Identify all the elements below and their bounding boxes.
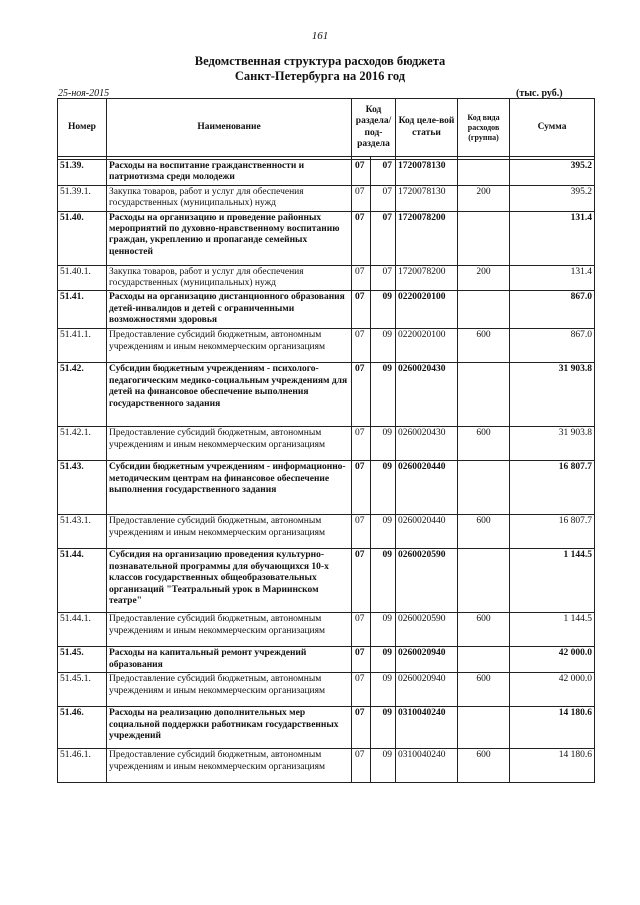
row-expense-type: 600 <box>458 427 510 461</box>
table-row <box>58 427 595 461</box>
table-row <box>58 461 595 515</box>
table-row <box>58 265 595 291</box>
row-section-code: 07 <box>352 613 371 647</box>
row-expense-type: 600 <box>458 613 510 647</box>
row-section-code: 07 <box>352 329 371 363</box>
page-number: 161 <box>311 30 329 42</box>
row-number: 51.45. <box>58 647 107 673</box>
row-number: 51.45.1. <box>58 673 107 707</box>
document-title <box>0 54 640 84</box>
header-number: Номер <box>58 99 107 157</box>
table-row <box>58 291 595 329</box>
row-subsection-code: 09 <box>371 515 396 549</box>
row-section-code: 07 <box>352 211 371 265</box>
row-target-code: 1720078200 <box>396 265 458 291</box>
row-subsection-code: 07 <box>371 185 396 211</box>
row-number: 51.41. <box>58 291 107 329</box>
row-section-code: 07 <box>352 461 371 515</box>
row-target-code: 1720078200 <box>396 211 458 265</box>
header-expense-type-code: Код вида расходов (группа) <box>458 99 510 157</box>
row-section-code: 07 <box>352 515 371 549</box>
row-section-code: 07 <box>352 160 371 186</box>
row-target-code: 0260020590 <box>396 613 458 647</box>
row-expense-type <box>458 647 510 673</box>
row-subsection-code: 09 <box>371 291 396 329</box>
row-number: 51.44.1. <box>58 613 107 647</box>
row-target-code: 1720078130 <box>396 160 458 186</box>
budget-table <box>57 98 595 783</box>
row-name: Субсидии бюджетным учреждениям - информационно-методическим центрам на финансовое обеспечение выполнения государственного задания <box>107 461 352 515</box>
row-subsection-code: 09 <box>371 329 396 363</box>
row-section-code: 07 <box>352 265 371 291</box>
row-name: Субсидии бюджетным учреждениям - психолого-педагогическим медико-социальным учреждениям для детей на финансовое обеспечение выполнения государственного задания <box>107 363 352 427</box>
row-name: Расходы на реализацию дополнительных мер социальной поддержки работникам государственных учреждений <box>107 707 352 749</box>
row-section-code: 07 <box>352 673 371 707</box>
row-sum: 867.0 <box>510 291 595 329</box>
row-number: 51.43. <box>58 461 107 515</box>
title-line-2: Санкт-Петербурга на 2016 год <box>234 69 406 83</box>
row-number: 51.39.1. <box>58 185 107 211</box>
row-subsection-code: 09 <box>371 363 396 427</box>
table-row <box>58 549 595 613</box>
row-number: 51.46.1. <box>58 749 107 783</box>
table-header-row <box>58 99 595 157</box>
row-expense-type <box>458 211 510 265</box>
row-target-code: 0310040240 <box>396 707 458 749</box>
row-expense-type <box>458 363 510 427</box>
row-sum: 1 144.5 <box>510 549 595 613</box>
row-sum: 16 807.7 <box>510 515 595 549</box>
table-row <box>58 363 595 427</box>
row-subsection-code: 09 <box>371 707 396 749</box>
row-target-code: 0260020440 <box>396 515 458 549</box>
row-sum: 31 903.8 <box>510 427 595 461</box>
row-subsection-code: 09 <box>371 749 396 783</box>
row-target-code: 0310040240 <box>396 749 458 783</box>
table-row <box>58 707 595 749</box>
table-row <box>58 329 595 363</box>
row-name: Предоставление субсидий бюджетным, автономным учреждениям и иным некоммерческим организациям <box>107 329 352 363</box>
row-name: Расходы на организацию дистанционного образования детей-инвалидов и детей с ограниченными возможностями здоровья <box>107 291 352 329</box>
row-target-code: 1720078130 <box>396 185 458 211</box>
table-body <box>58 160 595 783</box>
row-target-code: 0260020440 <box>396 461 458 515</box>
row-expense-type: 600 <box>458 329 510 363</box>
row-subsection-code: 09 <box>371 427 396 461</box>
row-name: Предоставление субсидий бюджетным, автономным учреждениям и иным некоммерческим организациям <box>107 613 352 647</box>
row-number: 51.44. <box>58 549 107 613</box>
row-sum: 14 180.6 <box>510 707 595 749</box>
row-expense-type <box>458 461 510 515</box>
table-row <box>58 185 595 211</box>
table-row <box>58 613 595 647</box>
row-target-code: 0260020430 <box>396 363 458 427</box>
row-sum: 31 903.8 <box>510 363 595 427</box>
header-target-code: Код целе-вой статьи <box>396 99 458 157</box>
row-section-code: 07 <box>352 749 371 783</box>
row-name: Предоставление субсидий бюджетным, автономным учреждениям и иным некоммерческим организациям <box>107 515 352 549</box>
row-number: 51.42. <box>58 363 107 427</box>
row-section-code: 07 <box>352 185 371 211</box>
row-sum: 131.4 <box>510 211 595 265</box>
row-section-code: 07 <box>352 647 371 673</box>
row-expense-type <box>458 549 510 613</box>
table-row <box>58 515 595 549</box>
units-label: (тыс. руб.) <box>516 88 563 99</box>
row-subsection-code: 09 <box>371 673 396 707</box>
row-sum: 395.2 <box>510 160 595 186</box>
row-section-code: 07 <box>352 549 371 613</box>
row-expense-type <box>458 291 510 329</box>
row-target-code: 0260020430 <box>396 427 458 461</box>
row-number: 51.40. <box>58 211 107 265</box>
row-sum: 131.4 <box>510 265 595 291</box>
row-number: 51.42.1. <box>58 427 107 461</box>
row-name: Предоставление субсидий бюджетным, автономным учреждениям и иным некоммерческим организациям <box>107 673 352 707</box>
header-sum: Сумма <box>510 99 595 157</box>
row-number: 51.40.1. <box>58 265 107 291</box>
row-number: 51.41.1. <box>58 329 107 363</box>
row-sum: 1 144.5 <box>510 613 595 647</box>
row-expense-type: 200 <box>458 265 510 291</box>
row-sum: 16 807.7 <box>510 461 595 515</box>
row-sum: 395.2 <box>510 185 595 211</box>
table-row <box>58 647 595 673</box>
row-name: Предоставление субсидий бюджетным, автономным учреждениям и иным некоммерческим организациям <box>107 427 352 461</box>
row-expense-type <box>458 707 510 749</box>
table-row <box>58 673 595 707</box>
row-section-code: 07 <box>352 363 371 427</box>
row-section-code: 07 <box>352 427 371 461</box>
row-number: 51.43.1. <box>58 515 107 549</box>
row-section-code: 07 <box>352 291 371 329</box>
row-name: Закупка товаров, работ и услуг для обеспечения государственных (муниципальных) нужд <box>107 185 352 211</box>
row-target-code: 0220020100 <box>396 291 458 329</box>
row-name: Расходы на воспитание гражданственности и патриотизма среди молодежи <box>107 160 352 186</box>
row-subsection-code: 09 <box>371 613 396 647</box>
row-expense-type: 600 <box>458 673 510 707</box>
table-row <box>58 211 595 265</box>
row-sum: 14 180.6 <box>510 749 595 783</box>
row-name: Субсидия на организацию проведения культурно-познавательной программы для обучающихся 10-х классов государственных общеобразовательных организаций "Театральный урок в Мариинском театре" <box>107 549 352 613</box>
row-expense-type: 600 <box>458 515 510 549</box>
row-number: 51.46. <box>58 707 107 749</box>
row-subsection-code: 09 <box>371 647 396 673</box>
row-name: Предоставление субсидий бюджетным, автономным учреждениям и иным некоммерческим организациям <box>107 749 352 783</box>
header-name: Наименование <box>107 99 352 157</box>
row-name: Закупка товаров, работ и услуг для обеспечения государственных (муниципальных) нужд <box>107 265 352 291</box>
row-sum: 867.0 <box>510 329 595 363</box>
row-subsection-code: 07 <box>371 265 396 291</box>
row-target-code: 0220020100 <box>396 329 458 363</box>
document-date: 25-ноя-2015 <box>58 88 110 99</box>
row-expense-type: 200 <box>458 185 510 211</box>
row-target-code: 0260020940 <box>396 673 458 707</box>
row-sum: 42 000.0 <box>510 673 595 707</box>
row-name: Расходы на организацию и проведение районных мероприятий по духовно-нравственному воспитанию граждан, укреплению и пропаганде семейных ценностей <box>107 211 352 265</box>
table-row <box>58 749 595 783</box>
table-row <box>58 160 595 186</box>
row-number: 51.39. <box>58 160 107 186</box>
row-target-code: 0260020940 <box>396 647 458 673</box>
row-section-code: 07 <box>352 707 371 749</box>
row-sum: 42 000.0 <box>510 647 595 673</box>
row-subsection-code: 09 <box>371 461 396 515</box>
row-name: Расходы на капитальный ремонт учреждений образования <box>107 647 352 673</box>
row-subsection-code: 07 <box>371 160 396 186</box>
row-subsection-code: 07 <box>371 211 396 265</box>
row-expense-type: 600 <box>458 749 510 783</box>
title-line-1: Ведомственная структура расходов бюджета <box>194 54 446 68</box>
row-expense-type <box>458 160 510 186</box>
header-section-code: Код раздела/ под-раздела <box>352 99 396 157</box>
row-target-code: 0260020590 <box>396 549 458 613</box>
row-subsection-code: 09 <box>371 549 396 613</box>
